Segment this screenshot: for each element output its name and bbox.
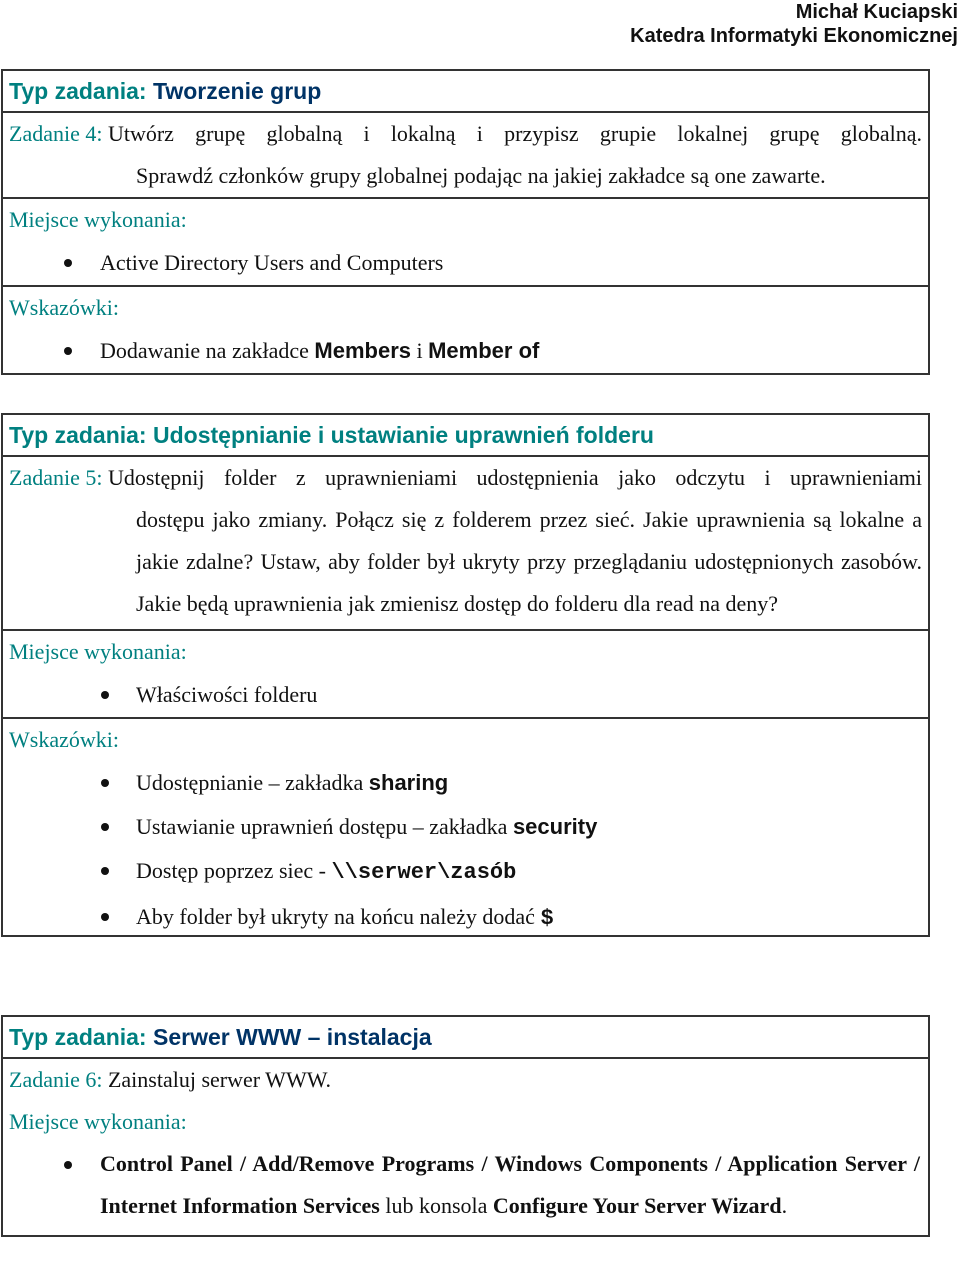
list-item: Właściwości folderu <box>9 673 922 717</box>
list-item: Dostęp poprzez siec - \\serwer\zasób <box>9 849 922 895</box>
list-item: Udostępnianie – zakładka sharing <box>9 761 922 805</box>
task-type-value: Serwer WWW – instalacja <box>153 1023 432 1050</box>
place-label: Miejsce wykonania: <box>9 639 187 664</box>
task-type-label: Typ zadania: <box>9 421 147 448</box>
task-label: Zadanie 6: <box>9 1067 103 1092</box>
task-label: Zadanie 4: <box>9 121 103 146</box>
task-6-place-row <box>3 1101 928 1235</box>
place-list <box>9 1143 922 1227</box>
place-label: Miejsce wykonania: <box>9 207 187 232</box>
list-item: Dodawanie na zakładce Members i Member of <box>9 329 922 373</box>
hints-label: Wskazówki: <box>9 295 119 320</box>
task-text-line1: Utwórz grupę globalną i lokalną i przypisz grupie lokalnej grupę globalną. <box>107 121 922 146</box>
task-text-line2: Sprawdź członków grupy globalnej podając na jakiej zakładce są one zawarte. <box>136 163 826 188</box>
task-6-box <box>1 1015 930 1237</box>
task-4-place-row <box>3 199 928 287</box>
task-4-hints-row <box>3 287 928 373</box>
task-type-label: Typ zadania: <box>9 1023 147 1050</box>
list-item: Control Panel / Add/Remove Programs / Windows Components / Application Server / Internet Information Services lub konsola Configure Your Server Wizard. <box>9 1143 922 1227</box>
place-list <box>9 673 922 717</box>
list-item: Aby folder był ukryty na końcu należy dodać $ <box>9 895 922 941</box>
task-type-value: Udostępnianie i ustawianie uprawnień folderu <box>153 421 654 448</box>
task-6-type-row <box>3 1017 928 1059</box>
task-label: Zadanie 5: <box>9 465 103 490</box>
list-item: Active Directory Users and Computers <box>9 241 922 285</box>
task-5-place-row <box>3 631 928 719</box>
author-name: Michał Kuciapski <box>795 1 958 23</box>
task-4-box <box>1 69 930 375</box>
page-header <box>630 0 958 48</box>
task-type-value: Tworzenie grup <box>153 77 322 104</box>
task-5-description <box>3 457 928 631</box>
task-5-hints-row <box>3 719 928 935</box>
task-5-type-row <box>3 415 928 457</box>
task-6-description <box>3 1059 928 1101</box>
department-name: Katedra Informatyki Ekonomicznej <box>630 25 958 47</box>
hints-label: Wskazówki: <box>9 727 119 752</box>
task-4-type-row <box>3 71 928 113</box>
place-list <box>9 241 922 285</box>
list-item: Ustawianie uprawnień dostępu – zakładka security <box>9 805 922 849</box>
place-label: Miejsce wykonania: <box>9 1109 187 1134</box>
hints-list <box>9 761 922 941</box>
task-text: Zainstaluj serwer WWW. <box>107 1067 331 1092</box>
hints-list <box>9 329 922 373</box>
task-4-description <box>3 113 928 199</box>
task-text-line1: Udostępnij folder z uprawnieniami udostępnienia jako odczytu i uprawnieniami <box>107 465 922 490</box>
task-text-cont: dostępu jako zmiany. Połącz się z folderem przez sieć. Jakie uprawnienia są lokalne a jakie zdalne? Ustaw, aby folder był ukryty przy przeglądaniu udostępnionych zasobów. Jakie będą uprawnienia jak zmienisz dostęp do folderu dla read na deny? <box>136 507 922 616</box>
task-5-box <box>1 413 930 937</box>
task-type-label: Typ zadania: <box>9 77 147 104</box>
